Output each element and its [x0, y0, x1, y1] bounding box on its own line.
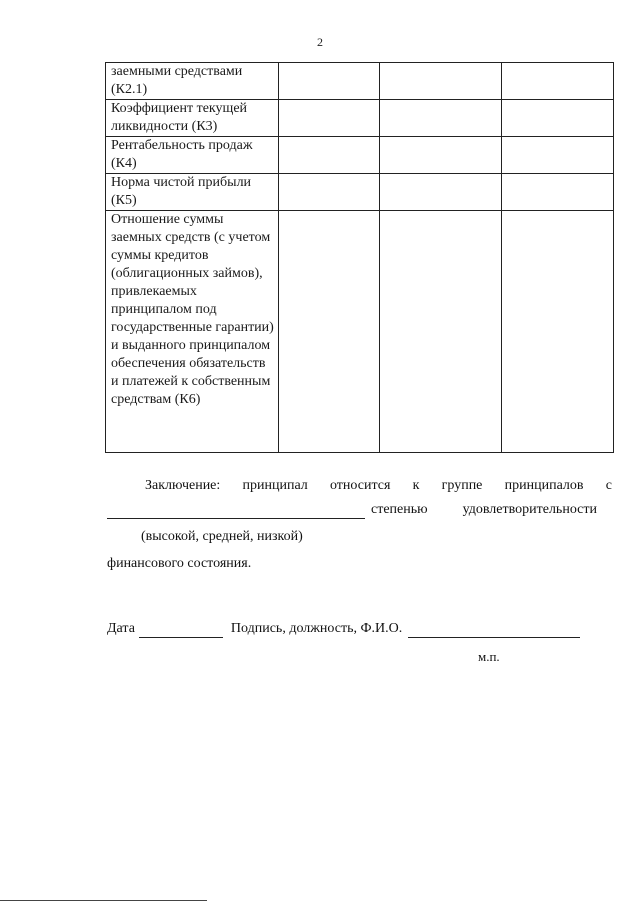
conclusion-word: к [412, 478, 420, 493]
degree-label: степенью [371, 502, 428, 517]
value-cell [380, 100, 502, 137]
value-cell [380, 211, 502, 453]
stamp-label: м.п. [478, 649, 500, 664]
value-cell [279, 211, 380, 453]
table-row [106, 137, 614, 174]
footnote-divider [0, 900, 207, 901]
row-label: Норма чистой прибыли (К5) [106, 174, 279, 211]
signature-row [107, 620, 597, 638]
table-row [106, 100, 614, 137]
conclusion-word: с [605, 478, 612, 493]
conclusion-word: относится [329, 478, 391, 493]
signature-label: Подпись, должность, Ф.И.О. [230, 621, 403, 636]
value-cell [380, 63, 502, 100]
table-row [106, 211, 614, 453]
signature-blank-line[interactable] [408, 623, 580, 638]
degree-blank-line[interactable] [107, 504, 365, 519]
satisfactoriness-label: удовлетворительности [462, 502, 597, 517]
value-cell [502, 174, 614, 211]
conclusion-word: Заключение: [145, 478, 221, 493]
conclusion-word: принципалов [504, 478, 584, 493]
degree-hint: (высокой, средней, низкой) [141, 529, 303, 544]
row-label: Рентабельность продаж (К4) [106, 137, 279, 174]
conclusion-word: принципал [242, 478, 308, 493]
value-cell [279, 100, 380, 137]
value-cell [380, 174, 502, 211]
value-cell [380, 137, 502, 174]
row-label: заемными средствами (К2.1) [106, 63, 279, 100]
table-row [106, 174, 614, 211]
row-label: Отношение суммы заемных средств (с учетом суммы кредитов (облигационных займов), привлекаемых принципалом под государственные гарантии) и выданного принципалом обеспечения обязательств и платежей к собственным средствам (К6) [106, 211, 279, 453]
ratios-table [105, 62, 614, 453]
value-cell [502, 137, 614, 174]
value-cell [502, 63, 614, 100]
date-label: Дата [107, 621, 135, 636]
conclusion-word: группе [441, 478, 483, 493]
page-number: 2 [317, 35, 323, 49]
conclusion-line-2 [107, 501, 597, 519]
financial-state-text: финансового состояния. [107, 556, 252, 571]
conclusion-line-1 [145, 477, 612, 495]
row-label: Коэффициент текущей ликвидности (К3) [106, 100, 279, 137]
value-cell [279, 63, 380, 100]
value-cell [279, 137, 380, 174]
table-row [106, 63, 614, 100]
value-cell [279, 174, 380, 211]
value-cell [502, 211, 614, 453]
date-blank-line[interactable] [139, 623, 223, 638]
value-cell [502, 100, 614, 137]
